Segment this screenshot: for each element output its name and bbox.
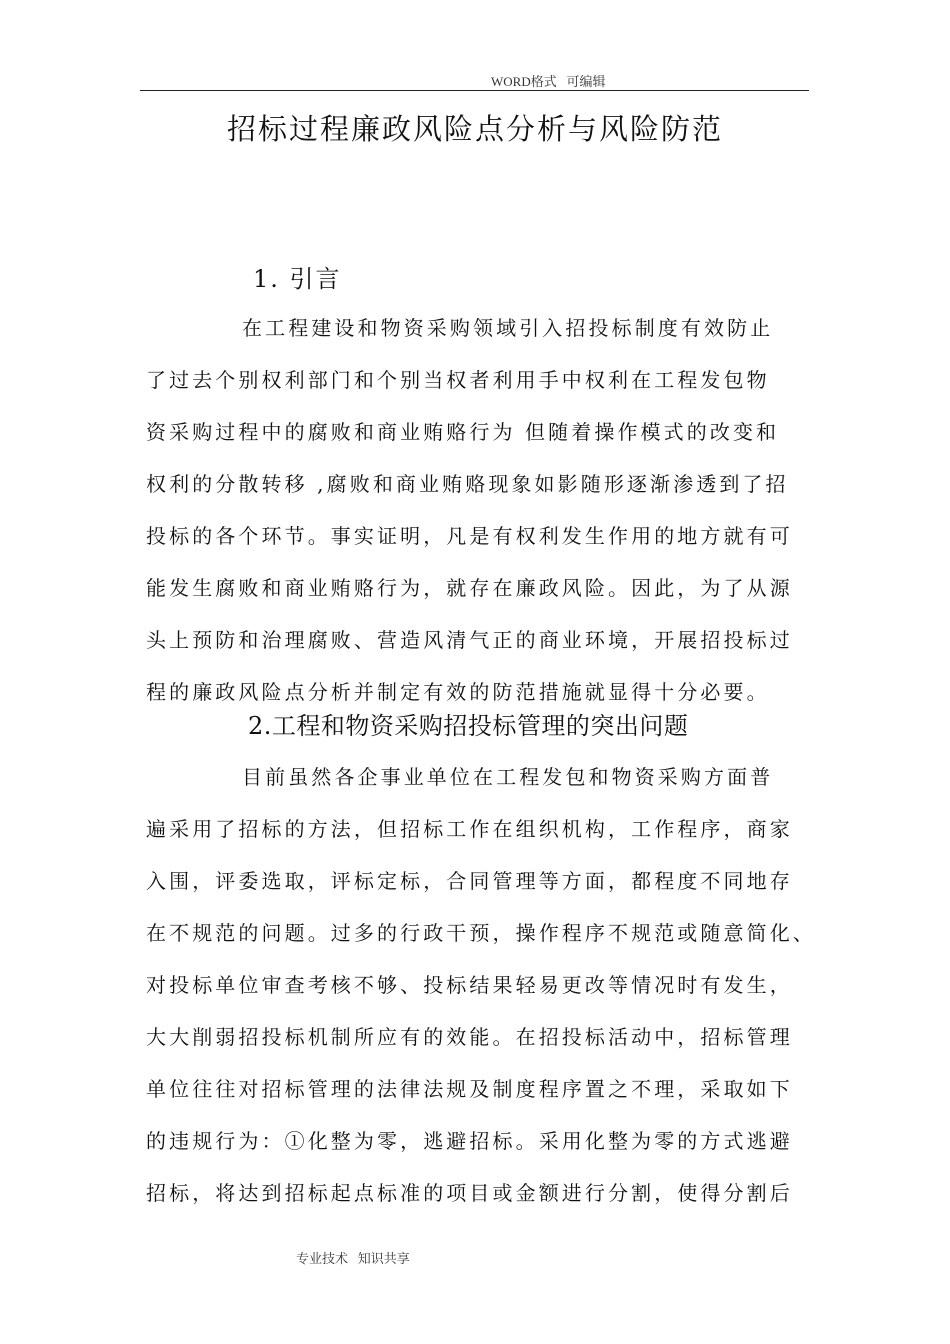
paragraph-line: 大大削弱招投标机制所应有的效能。在招投标活动中，招标管理 <box>146 1025 793 1049</box>
header-text: WORD格式 可编辑 <box>491 74 606 89</box>
section-heading-problems: 2.工程和物资采购招投标管理的突出问题 <box>248 712 689 740</box>
paragraph-line: 入围，评委选取，评标定标，合同管理等方面，都程度不同地存 <box>146 869 793 893</box>
paragraph-line: 权利的分散转移 ,腐败和商业贿赂现象如影随形逐渐渗透到了招 <box>146 472 789 496</box>
paragraph-line: 能发生腐败和商业贿赂行为，就存在廉政风险。因此，为了从源 <box>146 576 793 600</box>
paragraph-line: 招标，将达到招标起点标准的项目或金额进行分割，使得分割后 <box>146 1181 793 1205</box>
paragraph-line: 投标的各个环节。事实证明，凡是有权利发生作用的地方就有可 <box>146 524 793 548</box>
paragraph-line: 在不规范的问题。过多的行政干预，操作程序不规范或随意简化、 <box>146 921 816 945</box>
paragraph-line: 遍采用了招标的方法，但招标工作在组织机构，工作程序，商家 <box>146 817 793 841</box>
paragraph-problems <box>146 763 826 1231</box>
paragraph-line: 在工程建设和物资采购领域引入招投标制度有效防止 <box>242 316 774 340</box>
document-title: 招标过程廉政风险点分析与风险防范 <box>226 112 723 146</box>
paragraph-introduction <box>146 314 826 730</box>
page-footer: 专业技术 知识共享 <box>296 1251 410 1266</box>
paragraph-line: 单位往往对招标管理的法律法规及制度程序置之不理，采取如下 <box>146 1077 793 1101</box>
paragraph-line: 的违规行为：①化整为零，逃避招标。采用化整为零的方式逃避 <box>146 1129 793 1153</box>
paragraph-line: 了过去个别权利部门和个别当权者利用手中权利在工程发包物 <box>146 368 770 392</box>
paragraph-line: 资采购过程中的腐败和商业贿赂行为 但随着操作模式的改变和 <box>146 420 780 444</box>
paragraph-line: 程的廉政风险点分析并制定有效的防范措施就显得十分必要。 <box>146 680 770 704</box>
paragraph-line: 目前虽然各企事业单位在工程发包和物资采购方面普 <box>242 765 774 789</box>
section-heading-introduction: 1. 引言 <box>253 265 342 293</box>
paragraph-line: 头上预防和治理腐败、营造风清气正的商业环境，开展招投标过 <box>146 628 793 652</box>
page-header <box>140 70 809 91</box>
paragraph-line: 对投标单位审查考核不够、投标结果轻易更改等情况时有发生， <box>146 973 793 997</box>
